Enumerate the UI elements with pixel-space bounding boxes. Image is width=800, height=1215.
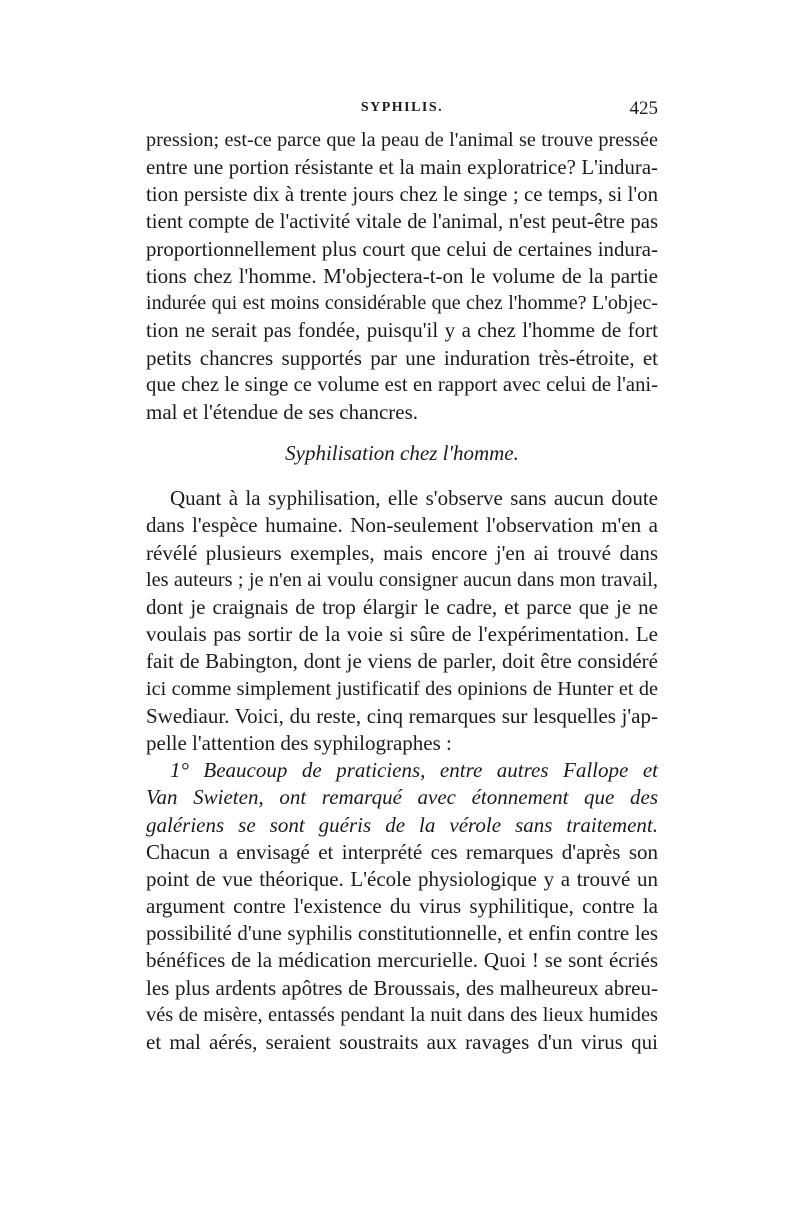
text-line: dont je craignais de trop élargir le cadre, et parce que je ne [146, 595, 658, 619]
text-line: révélé plusieurs exemples, mais encore j'en ai trouvé dans [146, 540, 658, 565]
spacer [146, 467, 658, 485]
text-line: dans l'espèce humaine. Non-seulement l'observation m'en a [146, 513, 658, 538]
section-heading: Syphilisation chez l'homme. [285, 441, 519, 466]
text-line: tion persiste dix à trente jours chez le singe ; ce temps, si l'on [146, 182, 658, 207]
text-line: ici comme simplement justificatif des opinions de Hunter et de [146, 677, 658, 700]
running-head [146, 100, 658, 124]
text-line: les auteurs ; je n'en ai voulu consigner aucun dans mon travail, [146, 568, 658, 591]
text-line: que chez le singe ce volume est en rapport avec celui de l'ani- [146, 373, 658, 396]
paragraph-1 [146, 127, 658, 426]
body-text [146, 127, 658, 1056]
text-line: pelle l'attention des syphilographes : [146, 730, 452, 755]
text-line: proportionnellement plus court que celui de certaines indura- [146, 236, 658, 261]
text-line: bénéfices de la médication mercurielle. Quoi ! se sont écriés [146, 948, 658, 973]
text-line: mal et l'étendue de ses chancres. [146, 399, 418, 424]
text-line: point de vue théorique. L'école physiologique y a trouvé un [146, 866, 658, 891]
text-line: indurée qui est moins considérable que chez l'homme? L'objec- [146, 292, 658, 315]
text-line: possibilité d'une syphilis constitutionnelle, et enfin contre les [146, 921, 658, 946]
text-line: galériens se sont guéris de la vérole sans traitement. [146, 812, 658, 837]
text-line: Swediaur. Voici, du reste, cinq remarques sur lesquelles j'ap- [146, 703, 658, 728]
text-line: les plus ardents apôtres de Broussais, des malheureux abreu- [146, 975, 658, 1000]
page-number: 425 [629, 98, 658, 119]
text-line: voulais pas sortir de la voie si sûre de l'expérimentation. Le [146, 622, 658, 647]
text-line: 1° Beaucoup de praticiens, entre autres Fallope et [170, 758, 658, 783]
paragraph-2 [146, 485, 658, 757]
running-title: SYPHILIS. [360, 100, 444, 115]
text-line: argument contre l'existence du virus syphilitique, contre la [146, 894, 658, 919]
text-line: et mal aérés, seraient soustraits aux ravages d'un virus qui [146, 1030, 658, 1054]
text-line: pression; est-ce parce que la peau de l'animal se trouve pressée [146, 129, 658, 151]
text-line: vés de misère, entassés pendant la nuit dans des lieux humides [146, 1003, 658, 1026]
text-line: tions chez l'homme. M'objectera-t-on le volume de la partie [146, 263, 658, 288]
paragraph-3 [146, 839, 658, 1057]
text-line: petits chancres supportés par une induration très-étroite, et [146, 345, 658, 370]
remark-1 [146, 757, 658, 839]
text-line: entre une portion résistante et la main exploratrice? L'indura- [146, 155, 658, 180]
text-line: Chacun a envisagé et interprété ces remarques d'après son [146, 839, 658, 864]
text-line: Van Swieten, ont remarqué avec étonnement que des [146, 785, 658, 810]
text-line: tion ne serait pas fondée, puisqu'il y a chez l'homme de fort [146, 318, 658, 343]
spacer [146, 426, 658, 440]
text-line: tient compte de l'activité vitale de l'animal, n'est peut-être pas [146, 210, 658, 233]
text-line: Quant à la syphilisation, elle s'observe sans aucun doute [170, 486, 658, 511]
text-line: fait de Babington, dont je viens de parler, doit être considéré [146, 649, 658, 674]
